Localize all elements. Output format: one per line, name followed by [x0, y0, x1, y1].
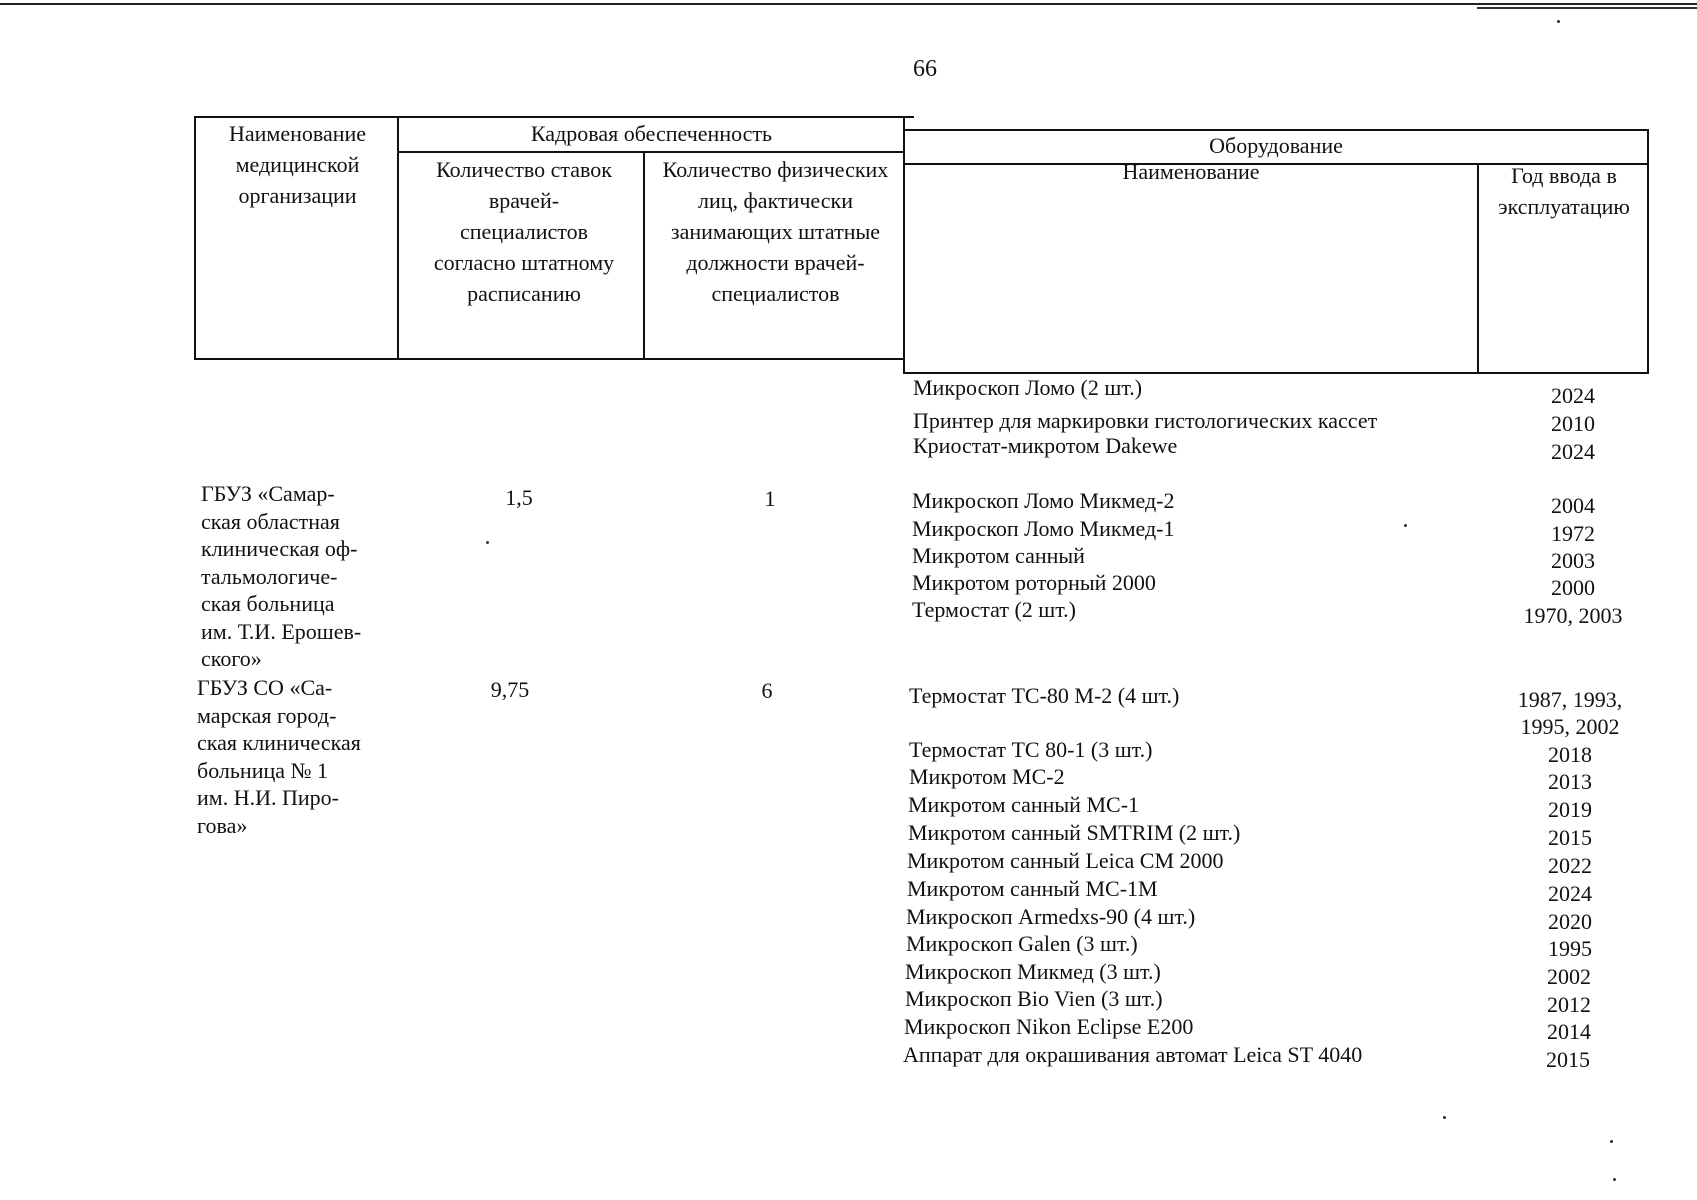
equipment-name: Микроскоп Ломо Микмед-2: [912, 488, 1175, 513]
header-divider-staffing: [397, 151, 904, 153]
header-equipment: Оборудование: [1209, 133, 1343, 158]
equipment-year: 2015: [1548, 825, 1592, 850]
equipment-year: 2024: [1551, 439, 1595, 464]
header-org-name: Наименование медицинской организации: [228, 121, 367, 208]
equipment-year: 2024: [1548, 881, 1592, 906]
equipment-name: Микротом санный МС-1М: [907, 876, 1158, 901]
equipment-year: 2002: [1547, 964, 1591, 989]
equipment-year: 1970, 2003: [1523, 603, 1623, 628]
staff-persons-value: 6: [761, 678, 773, 703]
equipment-year: 2013: [1548, 769, 1592, 794]
staff-positions-value: 1,5: [505, 485, 533, 510]
equipment-name: Термостат ТС-80 М-2 (4 шт.): [909, 683, 1180, 708]
page-number: 66: [913, 56, 937, 82]
top-rule: [0, 3, 1697, 5]
scan-speck: [1613, 1178, 1616, 1181]
equipment-name: Микроскоп Ломо (2 шт.): [913, 375, 1143, 400]
equipment-year: 2019: [1548, 797, 1592, 822]
equipment-name: Микротом санный SMTRIM (2 шт.): [908, 820, 1241, 845]
equipment-year: 2004: [1551, 493, 1595, 518]
equipment-name: Термостат (2 шт.): [912, 597, 1077, 622]
equipment-name: Микроскоп Galen (3 шт.): [906, 931, 1138, 956]
staff-persons-value: 1: [764, 486, 776, 511]
equipment-year: 2014: [1547, 1019, 1591, 1044]
equipment-year: 2000: [1551, 575, 1595, 600]
equipment-year: 2010: [1551, 411, 1595, 436]
header-equipment-year: Год ввода в эксплуатацию: [1498, 163, 1630, 219]
header-divider-year: [1477, 164, 1479, 374]
header-staff-positions: Количество ставок врачей-специалистов согласно штатному расписанию: [433, 157, 615, 306]
equipment-name: Микроскоп Armedxs-90 (4 шт.): [906, 904, 1196, 929]
equipment-name: Микроскоп Nikon Eclipse E200: [904, 1014, 1194, 1039]
equipment-name: Микротом санный МС-1: [908, 792, 1140, 817]
equipment-year: 1995, 2002: [1520, 714, 1620, 739]
equipment-name: Микротом роторный 2000: [912, 570, 1156, 595]
equipment-year: 1972: [1551, 521, 1595, 546]
equipment-year: 2012: [1547, 992, 1591, 1017]
equipment-name: Микроскоп Ломо Микмед-1: [912, 516, 1175, 541]
scan-speck: [1610, 1140, 1613, 1143]
equipment-year: 2018: [1548, 742, 1592, 767]
equipment-name: Микроскоп Микмед (3 шт.): [905, 959, 1161, 984]
equipment-year: 2022: [1548, 853, 1592, 878]
scan-speck: [1443, 1116, 1446, 1119]
equipment-name: Микротом санный Leica CM 2000: [907, 848, 1224, 873]
equipment-name: Микротом МС-2: [909, 764, 1065, 789]
header-staff-persons: Количество физических лиц, фактически занимающих штатные должности врачей-специалистов: [662, 157, 889, 306]
org-name: ГБУЗ «Самар- ская областная клиническая оф- тальмологиче- ская больница им. Т.И. Ерошев- ского»: [201, 481, 362, 671]
equipment-year: 2003: [1551, 548, 1595, 573]
equipment-year: 2015: [1546, 1047, 1590, 1072]
header-border-bottom-right: [904, 372, 1649, 374]
header-divider-staff: [643, 152, 645, 360]
equipment-name: Микротом санный: [912, 543, 1085, 568]
equipment-year: 2024: [1551, 383, 1595, 408]
scan-speck: [1557, 20, 1560, 23]
equipment-name: Микроскоп Bio Vien (3 шт.): [905, 986, 1163, 1011]
staff-positions-value: 9,75: [490, 677, 530, 702]
header-staffing: Кадровая обеспеченность: [530, 121, 773, 146]
equipment-name: Аппарат для окрашивания автомат Leica ST 4040: [903, 1042, 1363, 1067]
equipment-year: 1987, 1993,: [1517, 687, 1623, 712]
org-name: ГБУЗ СО «Са- марская город- ская клиническая больница № 1 им. Н.И. Пиро- гова»: [197, 675, 361, 838]
header-equipment-name: Наименование: [1122, 159, 1260, 184]
top-rule-tail: [1477, 7, 1697, 9]
equipment-name: Криостат-микротом Dakewe: [913, 433, 1178, 458]
header-border-right: [1647, 129, 1649, 374]
header-border-left: [194, 116, 196, 360]
header-border-bottom-left: [194, 358, 904, 360]
equipment-year: 2020: [1548, 909, 1592, 934]
equipment-name: Принтер для маркировки гистологических кассет: [913, 408, 1378, 433]
table-header: [194, 116, 1649, 360]
equipment-name: Термостат ТС 80-1 (3 шт.): [909, 737, 1153, 762]
scan-speck: [1404, 524, 1407, 527]
scan-speck: [486, 541, 489, 544]
equipment-year: 1995: [1548, 936, 1592, 961]
